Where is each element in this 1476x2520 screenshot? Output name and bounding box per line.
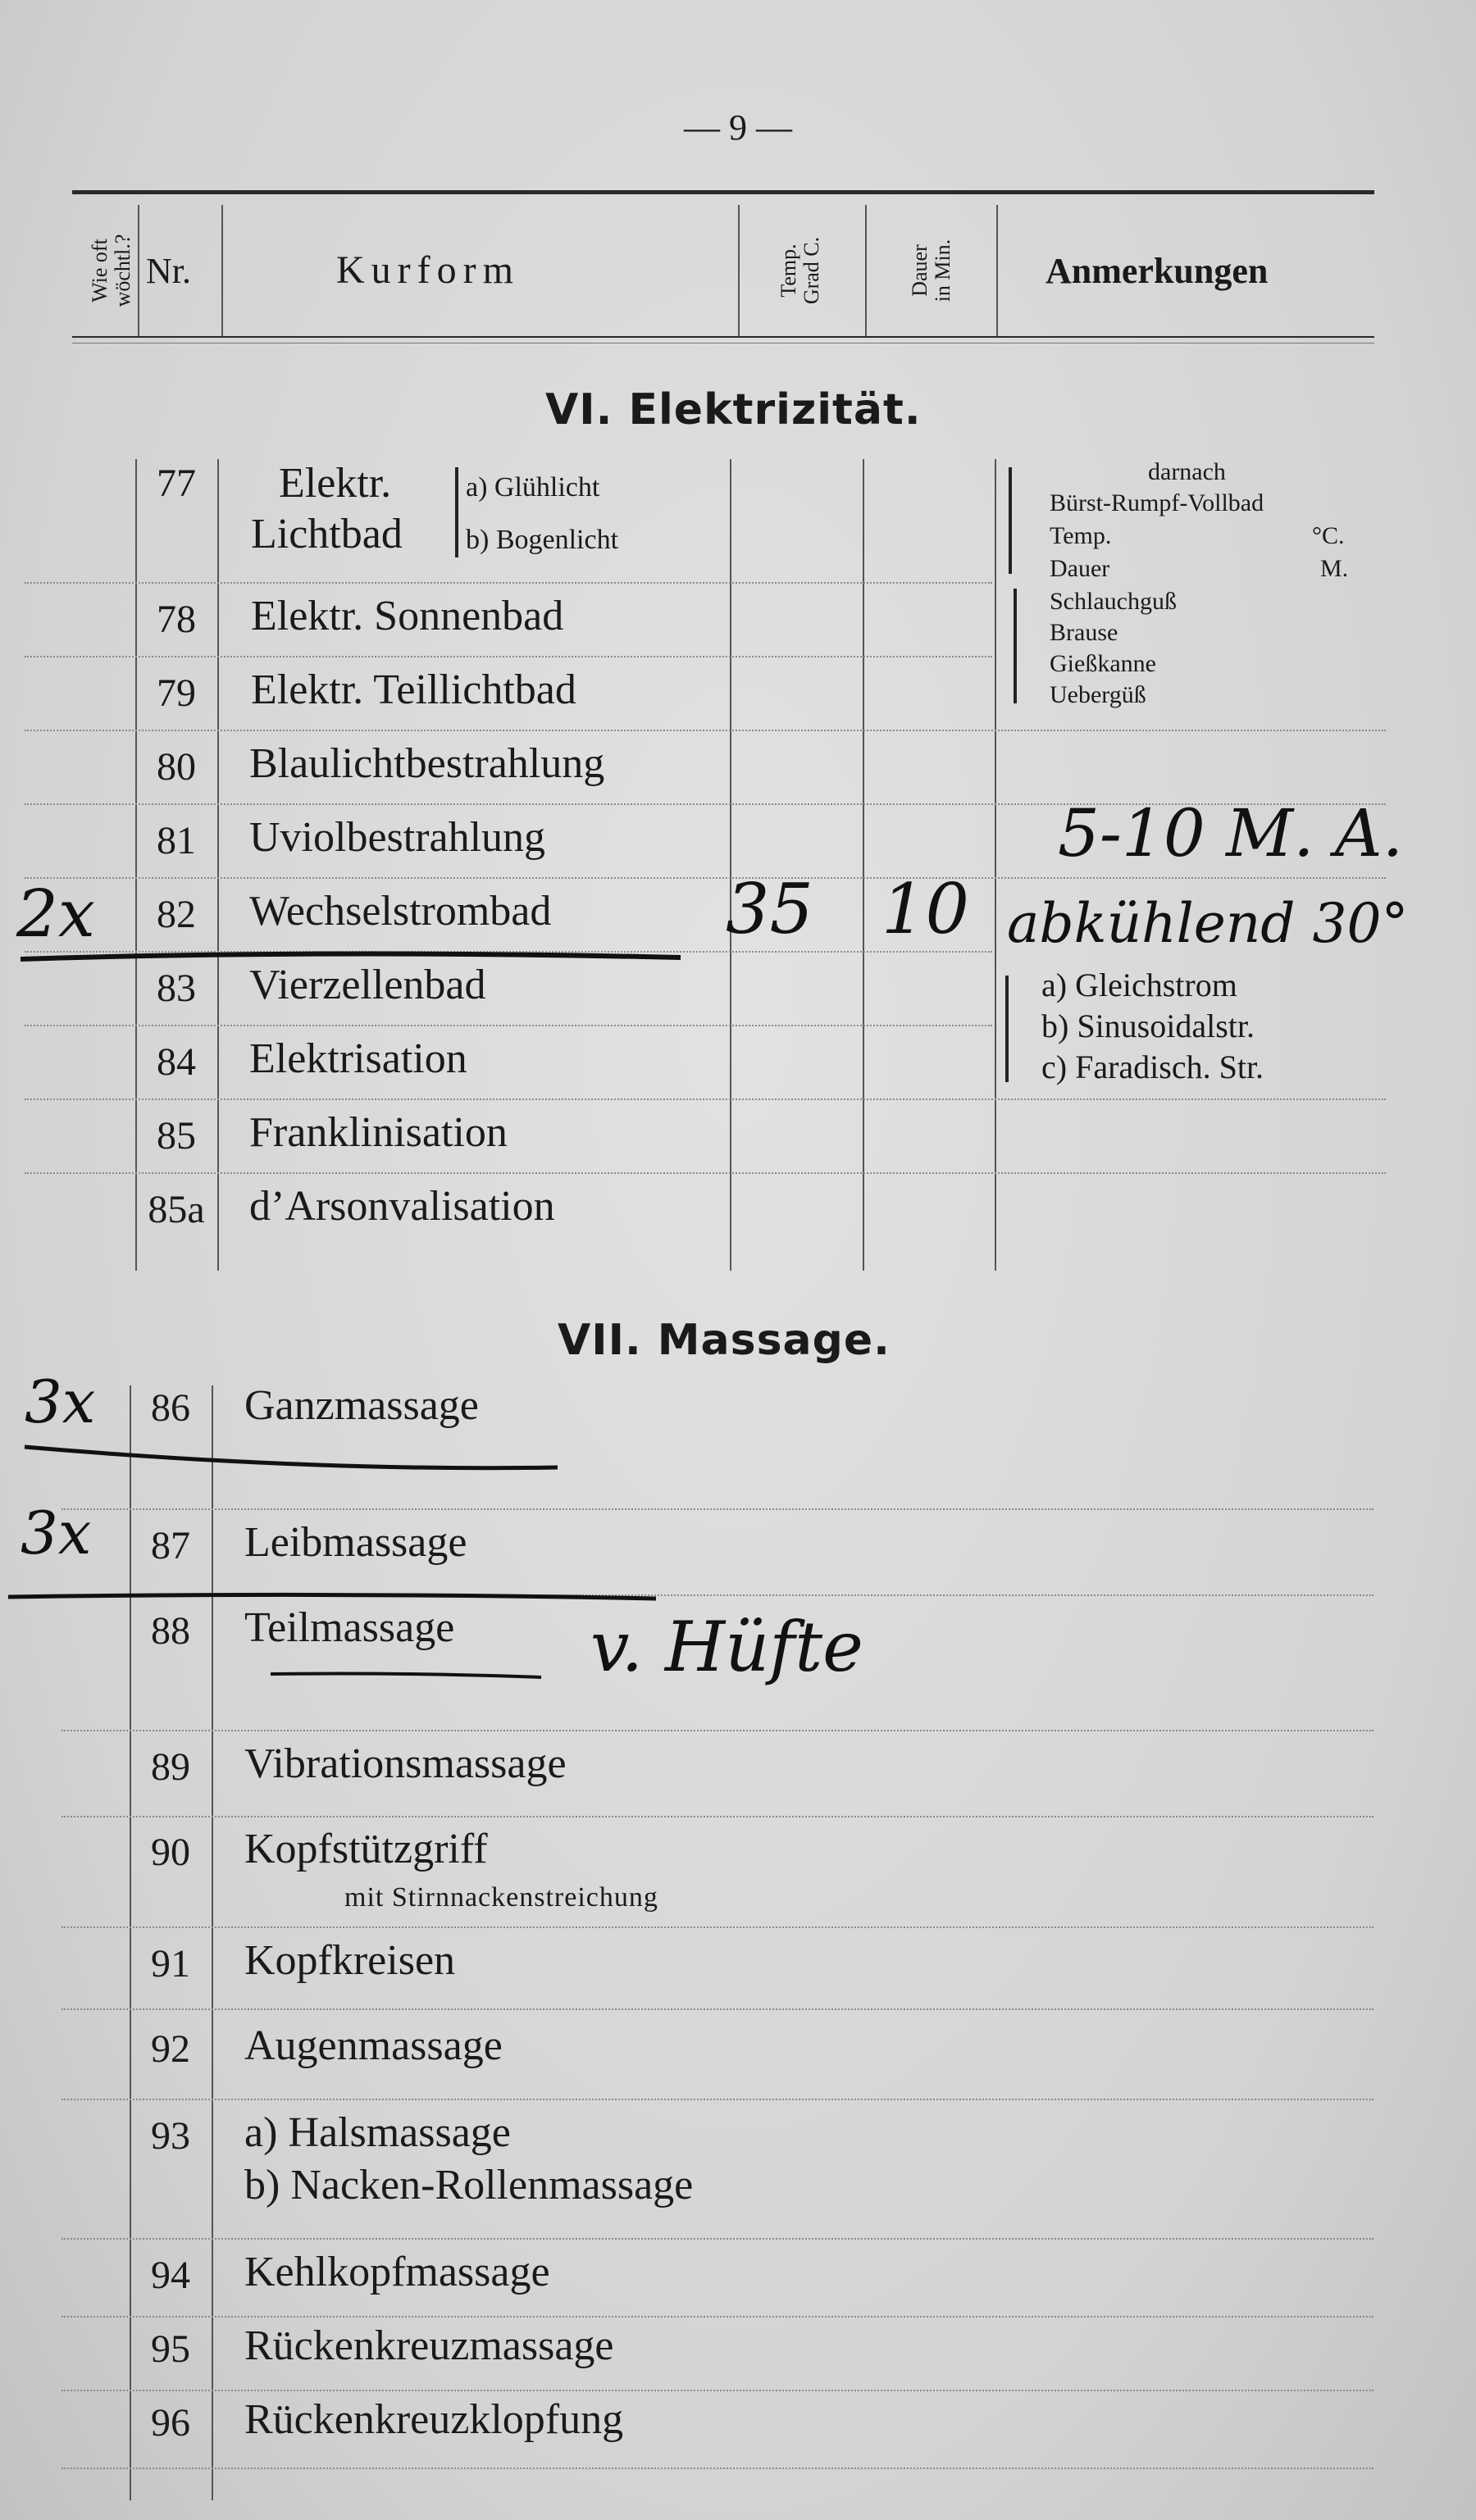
note-text: Brause	[1050, 619, 1118, 646]
row-name: Elektr. Sonnenbad	[251, 593, 564, 639]
row-number: 85	[157, 1114, 196, 1158]
row-number: 88	[151, 1609, 190, 1653]
row-number: 81	[157, 819, 196, 862]
row-number: 93	[151, 2114, 190, 2158]
note-text: Gießkanne	[1050, 650, 1156, 677]
row-number: 96	[151, 2401, 190, 2445]
row-name: Ganzmassage	[244, 1382, 479, 1429]
row-subtitle: mit Stirnnackenstreichung	[344, 1882, 658, 1913]
row-number: 87	[151, 1524, 190, 1567]
row-number: 84	[157, 1040, 196, 1084]
handwritten-note: abkühlend 30°	[1007, 892, 1409, 955]
row-number: 94	[151, 2254, 190, 2297]
row-name: b) Nacken-Rollenmassage	[244, 2162, 694, 2208]
row-number: 92	[151, 2027, 190, 2071]
underline-stroke	[20, 953, 681, 959]
row-name: Rückenkreuzklopfung	[244, 2396, 624, 2443]
row-number: 90	[151, 1831, 190, 1874]
row-number: 77	[157, 462, 196, 505]
header-anmerkungen: Anmerkungen	[1046, 251, 1269, 291]
row-name: Kopfstützgriff	[244, 1826, 488, 1872]
row-number: 78	[157, 598, 196, 641]
handwritten-note: v. Hüfte	[590, 1607, 863, 1687]
row-name: Rückenkreuzmassage	[244, 2322, 614, 2369]
note-text: Dauer	[1050, 555, 1110, 582]
underline-stroke	[271, 1674, 541, 1678]
note-text: M.	[1320, 555, 1349, 582]
row-number: 79	[157, 671, 196, 715]
row-name: Lichtbad	[251, 511, 403, 557]
row-number: 85a	[148, 1188, 205, 1231]
note-text: Uebergüß	[1050, 681, 1146, 708]
row-name: Franklinisation	[249, 1109, 508, 1156]
row-name: Elektr.	[279, 460, 392, 507]
row-number: 89	[151, 1745, 190, 1789]
section-title-massage: VII. Massage.	[558, 1316, 891, 1365]
row-number: 83	[157, 967, 196, 1010]
row-name: Leibmassage	[244, 1519, 467, 1566]
note-text: Schlauchguß	[1050, 588, 1177, 615]
handwritten-dauer: 10	[882, 869, 969, 949]
row-name: Kopfkreisen	[244, 1937, 456, 1984]
row-name: Wechselstrombad	[249, 888, 552, 935]
handwritten-note: 5-10 M. A.	[1058, 795, 1404, 871]
row-name: Elektrisation	[249, 1035, 467, 1082]
row-number: 91	[151, 1942, 190, 1986]
note-text: darnach	[1148, 458, 1226, 485]
header-kurform: Kurform	[336, 248, 520, 292]
note-text: Bürst-Rumpf-Vollbad	[1050, 489, 1264, 516]
row-name: Blaulichtbestrahlung	[249, 740, 605, 787]
header-dauer: Dauer in Min.	[908, 239, 954, 302]
page-number: — 9 —	[684, 107, 792, 148]
handwritten-temp: 35	[726, 869, 813, 949]
header-nr: Nr.	[146, 251, 191, 291]
row-name: Vierzellenbad	[249, 962, 486, 1008]
row-number: 95	[151, 2327, 190, 2371]
row-name: d’Arsonvalisation	[249, 1183, 555, 1230]
section-title-elektrizitaet: VI. Elektrizität.	[545, 385, 922, 434]
row-name: Uviolbestrahlung	[249, 814, 546, 861]
row-name: a) Halsmassage	[244, 2109, 511, 2156]
handwritten-frequency: 3x	[25, 1367, 96, 1436]
note-text: Temp.	[1050, 522, 1112, 549]
underline-stroke	[25, 1447, 558, 1468]
note-text: c) Faradisch. Str.	[1041, 1048, 1264, 1085]
handwritten-frequency: 2x	[16, 876, 96, 952]
note-text: °C.	[1312, 522, 1345, 549]
row-option: b) Bogenlicht	[466, 525, 619, 555]
row-name: Elektr. Teillichtbad	[251, 666, 576, 713]
row-name: Teilmassage	[244, 1604, 455, 1651]
row-number: 80	[157, 745, 196, 789]
row-name: Vibrationsmassage	[244, 1740, 567, 1787]
row-number: 86	[151, 1386, 190, 1430]
row-name: Augenmassage	[244, 2022, 503, 2069]
handwritten-frequency: 3x	[20, 1499, 92, 1567]
header-frequency: Wie oft wöchtl.?	[88, 234, 134, 307]
header-temp: Temp. Grad C.	[777, 236, 823, 305]
note-text: b) Sinusoidalstr.	[1041, 1008, 1255, 1044]
row-name: Kehlkopfmassage	[244, 2249, 550, 2295]
row-number: 82	[157, 893, 196, 936]
row-option: a) Glühlicht	[466, 472, 600, 503]
underline-stroke	[8, 1594, 656, 1599]
note-text: a) Gleichstrom	[1041, 967, 1237, 1003]
